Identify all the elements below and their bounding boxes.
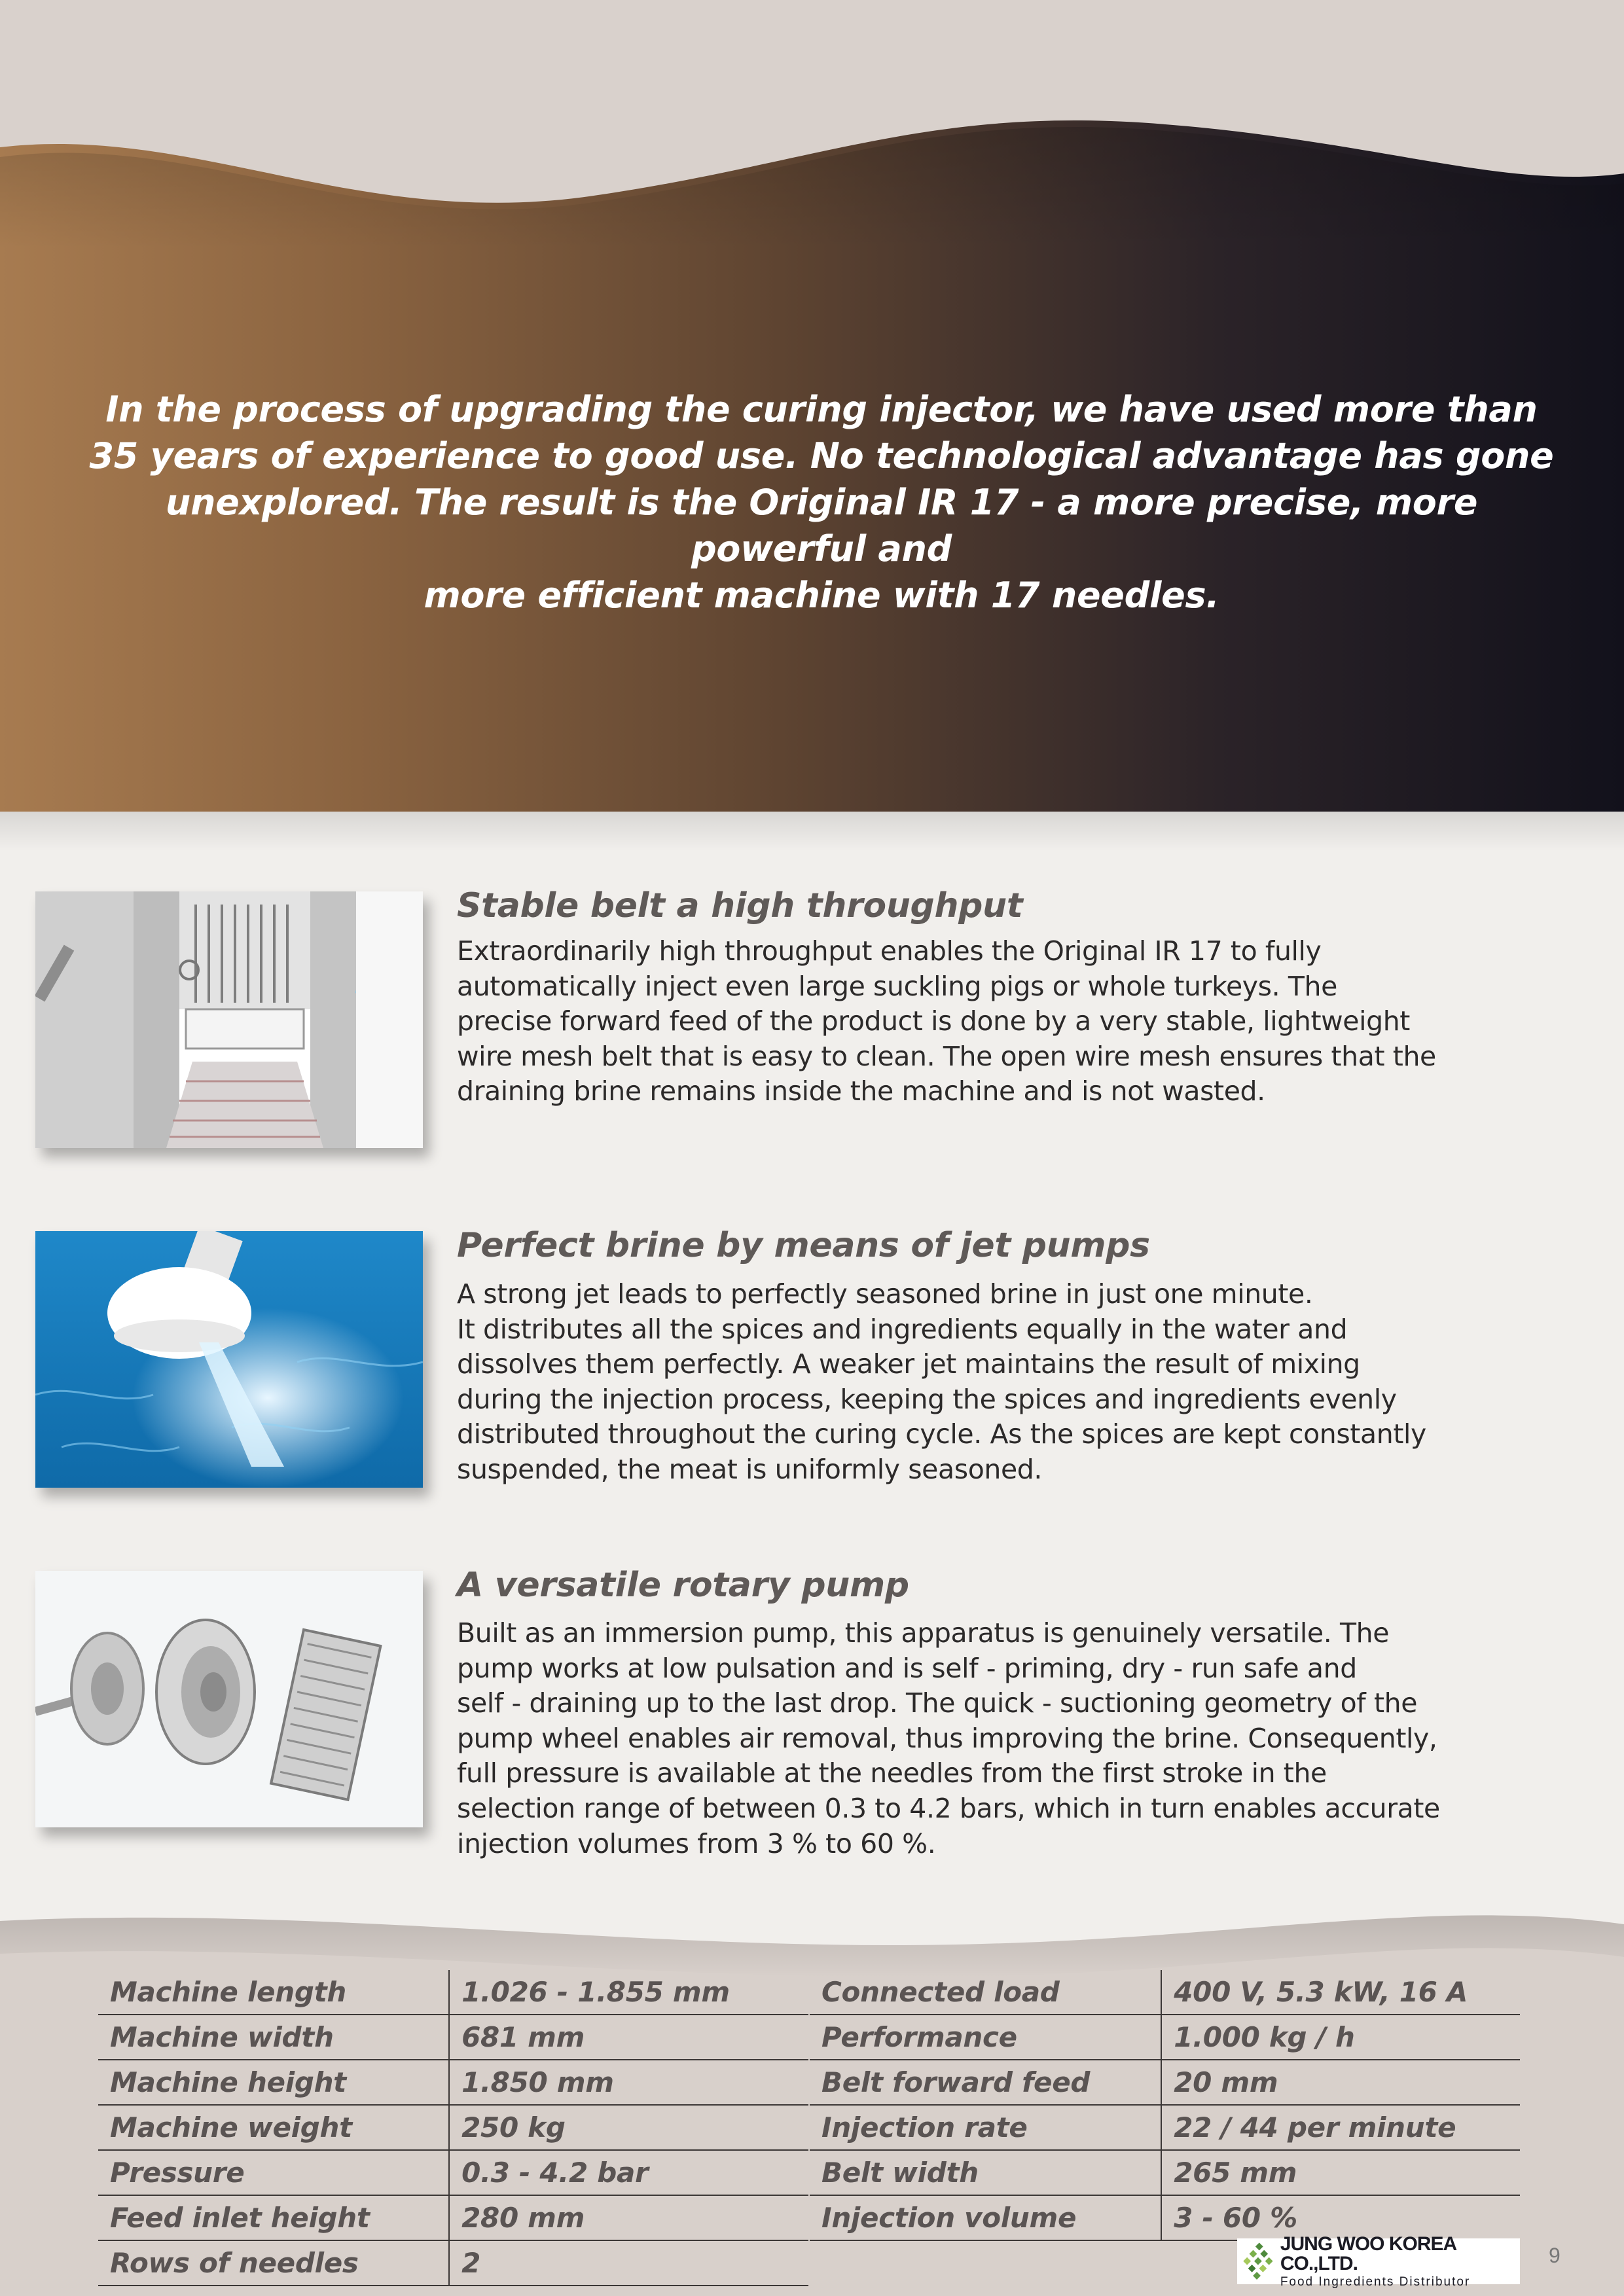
feature-body-line: Built as an immersion pump, this apparatus is genuinely versatile. The	[457, 1617, 1390, 1649]
feature-body-line: distributed throughout the curing cycle. As the spices are kept constantly	[457, 1418, 1426, 1450]
spec-label: Machine height	[98, 2060, 449, 2105]
feature-body	[457, 1616, 1537, 1861]
logo-tagline: Food Ingredients Distributor	[1280, 2275, 1471, 2289]
spec-table-left	[98, 1970, 808, 2286]
spec-label: Injection rate	[810, 2105, 1161, 2150]
spec-value: 3 - 60 %	[1161, 2195, 1520, 2240]
spec-label: Injection volume	[810, 2195, 1161, 2240]
feature-body-line: automatically inject even large suckling pigs or whole turkeys. The	[457, 970, 1337, 1002]
feature-body-line: selection range of between 0.3 to 4.2 bars, which in turn enables accurate	[457, 1792, 1440, 1824]
hero-quote-line: 35 years of experience to good use. No technological advantage has gone	[89, 435, 1554, 476]
jet-pump-photo	[35, 1231, 423, 1488]
feature-body	[457, 934, 1537, 1109]
feature-body-line: It distributes all the spices and ingredients equally in the water and	[457, 1313, 1348, 1345]
feature-body-line: draining brine remains inside the machine and is not wasted.	[457, 1075, 1265, 1107]
spec-label: Belt width	[810, 2150, 1161, 2195]
spec-value: 0.3 - 4.2 bar	[449, 2150, 808, 2195]
hero-shadow	[0, 812, 1624, 851]
feature-body-line: self - draining up to the last drop. The quick - suctioning geometry of the	[457, 1687, 1418, 1719]
feature-body-line: dissolves them perfectly. A weaker jet maintains the result of mixing	[457, 1348, 1360, 1380]
logo-company-name: JUNG WOO KOREA CO.,LTD.	[1280, 2233, 1456, 2274]
feature-body-line: injection volumes from 3 % to 60 %.	[457, 1827, 936, 1859]
spec-row	[98, 2015, 808, 2060]
hero-quote-line: more efficient machine with 17 needles.	[424, 575, 1219, 616]
spec-row	[810, 2060, 1520, 2105]
spec-table-right	[810, 1970, 1520, 2241]
spec-label: Machine width	[98, 2015, 449, 2060]
spec-row	[810, 2105, 1520, 2150]
spec-row	[810, 2150, 1520, 2195]
spec-row	[810, 2015, 1520, 2060]
spec-value: 280 mm	[449, 2195, 808, 2240]
spec-row	[98, 2060, 808, 2105]
spec-label: Performance	[810, 2015, 1161, 2060]
hero-quote	[79, 386, 1564, 619]
feature-body-line: Extraordinarily high throughput enables the Original IR 17 to fully	[457, 935, 1322, 967]
spec-label: Rows of needles	[98, 2240, 449, 2286]
feature-body-line: suspended, the meat is uniformly seasoned.	[457, 1453, 1043, 1485]
feature-body-line: precise forward feed of the product is done by a very stable, lightweight	[457, 1005, 1410, 1037]
spec-label: Belt forward feed	[810, 2060, 1161, 2105]
belt-machine-photo	[35, 891, 423, 1148]
spec-row	[98, 2105, 808, 2150]
spec-value: 250 kg	[449, 2105, 808, 2150]
spec-label: Machine weight	[98, 2105, 449, 2150]
spec-row	[810, 1970, 1520, 2015]
feature-body-line: pump wheel enables air removal, thus improving the brine. Consequently,	[457, 1722, 1437, 1754]
spec-label: Pressure	[98, 2150, 449, 2195]
spec-value: 1.850 mm	[449, 2060, 808, 2105]
feature-title: Stable belt a high throughput	[457, 886, 1023, 925]
page-number: 9	[1549, 2244, 1561, 2267]
spec-value: 400 V, 5.3 kW, 16 A	[1161, 1970, 1520, 2015]
spec-value: 1.026 - 1.855 mm	[449, 1970, 808, 2015]
spec-value: 20 mm	[1161, 2060, 1520, 2105]
hero-banner	[0, 0, 1624, 812]
feature-title: Perfect brine by means of jet pumps	[457, 1226, 1150, 1265]
spec-label: Feed inlet height	[98, 2195, 449, 2240]
hero-quote-line: In the process of upgrading the curing injector, we have used more than	[105, 389, 1538, 430]
spec-row	[98, 2150, 808, 2195]
logo-leaf-icon	[1240, 2241, 1276, 2282]
feature-body-line: A strong jet leads to perfectly seasoned brine in just one minute.	[457, 1278, 1313, 1310]
hero-quote-line: unexplored. The result is the Original IR 17 - a more precise, more powerful and	[165, 482, 1478, 569]
spec-row	[98, 2240, 808, 2286]
spec-value: 265 mm	[1161, 2150, 1520, 2195]
spec-row	[98, 1970, 808, 2015]
spec-value: 22 / 44 per minute	[1161, 2105, 1520, 2150]
feature-body-line: during the injection process, keeping the spices and ingredients evenly	[457, 1383, 1397, 1415]
spec-label: Machine length	[98, 1970, 449, 2015]
feature-body	[457, 1277, 1537, 1488]
hero-wave-decoration	[0, 0, 1624, 249]
company-logo	[1237, 2233, 1520, 2289]
spec-value: 1.000 kg / h	[1161, 2015, 1520, 2060]
feature-body-line: pump works at low pulsation and is self - priming, dry - run safe and	[457, 1652, 1357, 1684]
spec-label: Connected load	[810, 1970, 1161, 2015]
spec-row	[98, 2195, 808, 2240]
spec-wave-decoration	[0, 1885, 1624, 1977]
spec-value: 681 mm	[449, 2015, 808, 2060]
rotary-pump-photo	[35, 1571, 423, 1827]
feature-title: A versatile rotary pump	[457, 1566, 909, 1605]
spec-value: 2	[449, 2240, 808, 2286]
feature-body-line: wire mesh belt that is easy to clean. The open wire mesh ensures that the	[457, 1040, 1436, 1072]
feature-body-line: full pressure is available at the needles from the first stroke in the	[457, 1757, 1327, 1789]
